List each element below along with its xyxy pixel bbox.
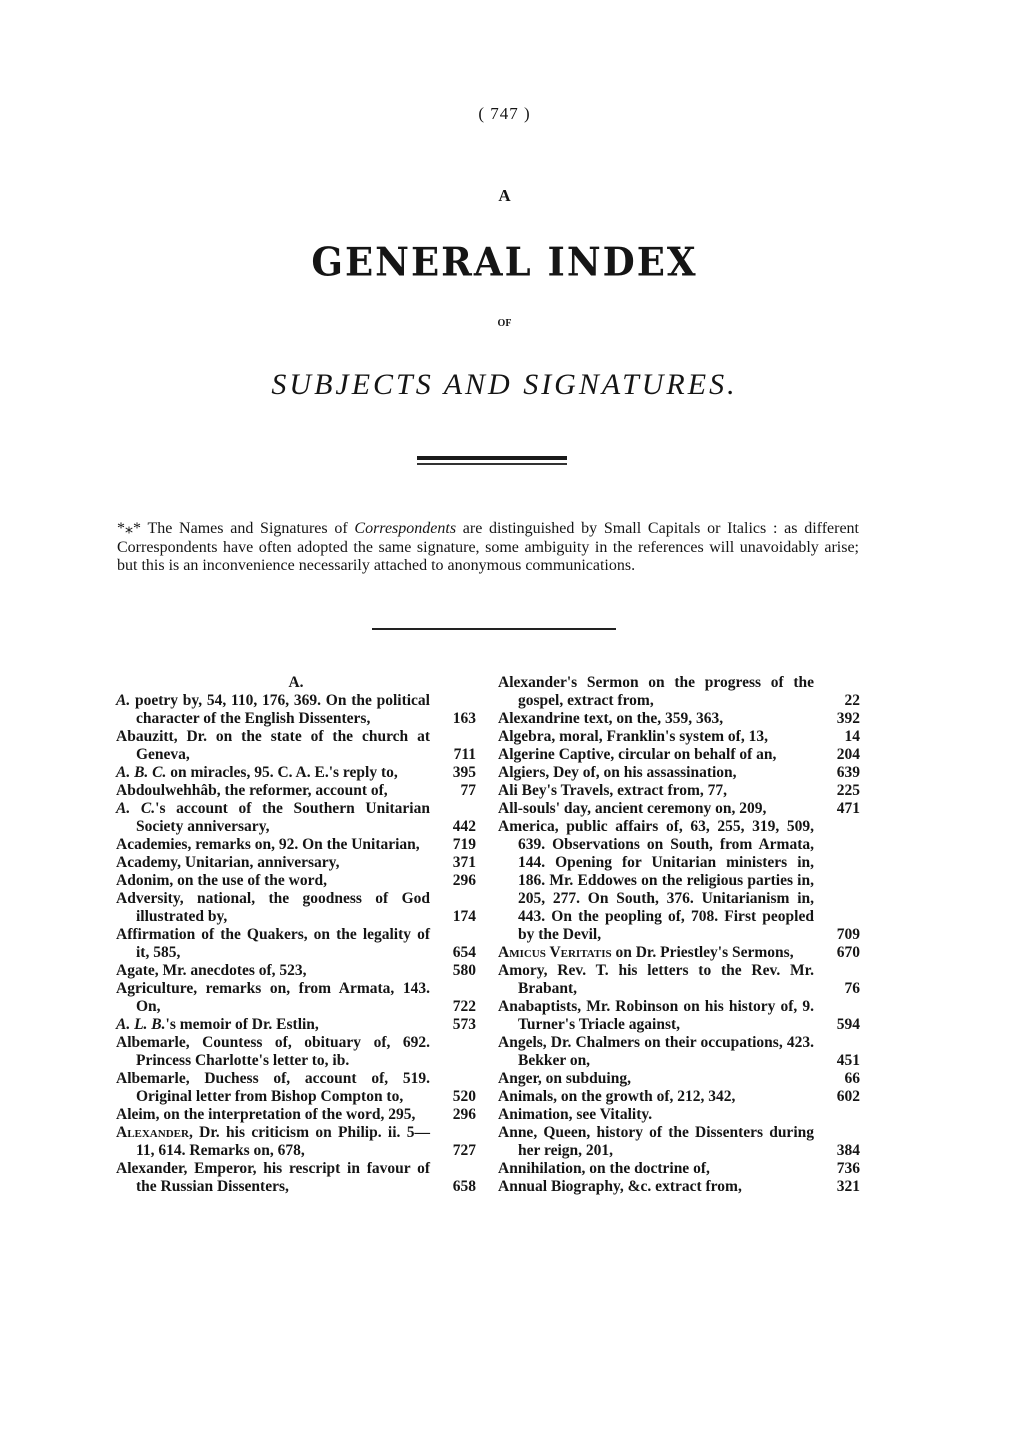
rule-thick: [417, 456, 567, 460]
index-entry: [116, 926, 476, 962]
entry-page-number: 471: [836, 800, 860, 817]
entry-text: Abauzitt, Dr. on the state of the church at Geneva,: [116, 728, 430, 763]
index-entry: [498, 818, 860, 944]
index-column-left: [116, 674, 476, 1196]
left-entries-list: [116, 692, 476, 1196]
notice-italic-word: Correspondents: [354, 520, 457, 537]
entry-page-number: 225: [836, 782, 860, 799]
entry-page-number: 163: [452, 710, 476, 727]
entry-page-number: 719: [452, 836, 476, 853]
entry-text: Affirmation of the Quakers, on the legality of it, 585,: [116, 926, 430, 961]
index-entry: [116, 1016, 476, 1034]
index-entry: [116, 980, 476, 1016]
index-entry: [498, 1178, 860, 1196]
index-entry: [498, 710, 860, 728]
entry-text: Algebra, moral, Franklin's system of, 13,: [498, 728, 768, 745]
index-entry: [116, 1160, 476, 1196]
index-entry: [116, 1070, 476, 1106]
entry-text: 's account of the Southern Unitarian Society anniversary,: [136, 800, 430, 835]
entry-text: Alexander's Sermon on the progress of the gospel, extract from,: [498, 674, 814, 709]
entry-text: Abdoulwehhâb, the reformer, account of,: [116, 782, 388, 799]
entry-page-number: 658: [452, 1178, 476, 1195]
index-entry: [498, 1160, 860, 1178]
entry-text: Annual Biography, &c. extract from,: [498, 1178, 742, 1195]
entry-text: Alexandrine text, on the, 359, 363,: [498, 710, 724, 727]
index-entry: [116, 872, 476, 890]
entry-text: Amory, Rev. T. his letters to the Rev. Mr. Brabant,: [498, 962, 814, 997]
index-entry: [116, 1124, 476, 1160]
entry-text: , Dr. his criticism on Philip. ii. 5—11, 614. Remarks on, 678,: [136, 1124, 430, 1159]
notice-marker: *⁎*: [117, 520, 141, 537]
index-entry: [498, 764, 860, 782]
page-subtitle: SUBJECTS AND SIGNATURES.: [271, 368, 738, 401]
index-entry: [498, 998, 860, 1034]
entry-signature: A. C.: [116, 800, 156, 817]
entry-signature: Alexander: [116, 1124, 189, 1141]
entry-text: Academy, Unitarian, anniversary,: [116, 854, 340, 871]
entry-text: Anger, on subduing,: [498, 1070, 631, 1087]
entry-text: Alexander, Emperor, his rescript in favour of the Russian Dissenters,: [116, 1160, 430, 1195]
entry-signature: A. L. B.: [116, 1016, 166, 1033]
index-entry: [498, 728, 860, 746]
index-entry: [116, 962, 476, 980]
entry-page-number: 77: [460, 782, 476, 799]
index-entry: [498, 782, 860, 800]
notice-text-after: are distinguished by Small Capitals or Italics : as different Correspondents have often adopted the same signature, some ambiguity in the references will unavoidably arise; but this is an inconvenience necessarily attached to anonymous communications.: [117, 520, 860, 574]
entry-page-number: 722: [452, 998, 476, 1015]
rule-thin: [417, 463, 567, 465]
entry-text: All-souls' day, ancient ceremony on, 209,: [498, 800, 767, 817]
title-of: OF: [497, 318, 512, 329]
index-entry: [498, 962, 860, 998]
entry-text: Agriculture, remarks on, from Armata, 143. On,: [116, 980, 430, 1015]
entry-text: 's memoir of Dr. Estlin,: [165, 1016, 319, 1033]
index-entry: [498, 674, 860, 710]
entry-page-number: 711: [453, 746, 476, 763]
index-entry: [116, 692, 476, 728]
entry-signature: A.: [116, 692, 131, 709]
index-entry: [498, 1088, 860, 1106]
index-entry: [116, 764, 476, 782]
entry-page-number: 670: [836, 944, 860, 961]
index-entry: [116, 1106, 476, 1124]
index-entry: [498, 1124, 860, 1160]
entry-page-number: 384: [836, 1142, 860, 1159]
index-entry: [498, 746, 860, 764]
page-number: ( 747 ): [478, 104, 531, 123]
entry-text: Agate, Mr. anecdotes of, 523,: [116, 962, 307, 979]
index-entry: [116, 800, 476, 836]
double-rule-divider: [417, 456, 567, 465]
index-entry: [116, 890, 476, 926]
entry-text: Ali Bey's Travels, extract from, 77,: [498, 782, 728, 799]
entry-page-number: 580: [452, 962, 476, 979]
entry-page-number: 321: [836, 1178, 860, 1195]
entry-text: Annihilation, on the doctrine of,: [498, 1160, 710, 1177]
entry-signature: Amicus Veritatis: [498, 944, 612, 961]
index-entry: [498, 1070, 860, 1088]
entry-text: Aleim, on the interpretation of the word, 295,: [116, 1106, 416, 1123]
index-entry: [116, 836, 476, 854]
index-entry: [498, 1106, 860, 1124]
index-entry: [116, 782, 476, 800]
entry-page-number: 76: [844, 980, 860, 997]
index-entry: [116, 1034, 476, 1070]
entry-text: Albemarle, Countess of, obituary of, 692. Princess Charlotte's letter to, ib.: [116, 1034, 430, 1069]
title-article: A: [498, 186, 511, 205]
index-entry: [498, 1034, 860, 1070]
entry-text: Angels, Dr. Chalmers on their occupations, 423. Bekker on,: [498, 1034, 814, 1069]
entry-text: America, public affairs of, 63, 255, 319, 509, 639. Observations on South, from Armata, 144. Opening for Unitarian ministers in, 186. Mr. Eddowes on the religious parties in, 205, 277. On South, 376. Unitarianism in, 443. On the peopling of, 708. First peopled by the Devil,: [498, 818, 814, 943]
index-entry: [498, 800, 860, 818]
entry-page-number: 520: [452, 1088, 476, 1105]
entry-page-number: 392: [836, 710, 860, 727]
entry-text: Algiers, Dey of, on his assassination,: [498, 764, 737, 781]
entry-page-number: 296: [452, 1106, 476, 1123]
entry-page-number: 654: [452, 944, 476, 961]
entry-text: Albemarle, Duchess of, account of, 519. Original letter from Bishop Compton to,: [116, 1070, 430, 1105]
entry-text: Adversity, national, the goodness of God illustrated by,: [116, 890, 430, 925]
section-divider: [372, 628, 616, 630]
entry-page-number: 204: [836, 746, 860, 763]
entry-text: poetry by, 54, 110, 176, 369. On the political character of the English Dissenters,: [130, 692, 430, 727]
entry-text: on Dr. Priestley's Sermons,: [611, 944, 794, 961]
entry-signature: A. B. C.: [116, 764, 167, 781]
entry-text: Algerine Captive, circular on behalf of an,: [498, 746, 777, 763]
entry-page-number: 296: [452, 872, 476, 889]
editorial-notice: [117, 520, 859, 576]
entry-page-number: 66: [844, 1070, 860, 1087]
entry-page-number: 736: [836, 1160, 860, 1177]
entry-page-number: 727: [452, 1142, 476, 1159]
section-letter: A.: [288, 674, 304, 691]
entry-page-number: 709: [836, 926, 860, 943]
entry-page-number: 22: [844, 692, 860, 709]
entry-page-number: 639: [836, 764, 860, 781]
entry-page-number: 395: [452, 764, 476, 781]
notice-text-before: The Names and Signatures of: [141, 520, 355, 537]
index-entry: [498, 944, 860, 962]
entry-page-number: 371: [452, 854, 476, 871]
entry-page-number: 451: [836, 1052, 860, 1069]
index-entry: [116, 854, 476, 872]
entry-page-number: 594: [836, 1016, 860, 1033]
entry-text: Academies, remarks on, 92. On the Unitarian,: [116, 836, 420, 853]
entry-text: Animals, on the growth of, 212, 342,: [498, 1088, 736, 1105]
entry-page-number: 573: [452, 1016, 476, 1033]
entry-text: on miracles, 95. C. A. E.'s reply to,: [166, 764, 398, 781]
page-title: GENERAL INDEX: [311, 238, 698, 286]
entry-text: Anne, Queen, history of the Dissenters during her reign, 201,: [498, 1124, 814, 1159]
right-entries-list: [498, 674, 860, 1196]
index-column-right: [498, 674, 860, 1196]
index-entry: [116, 728, 476, 764]
entry-page-number: 602: [836, 1088, 860, 1105]
entry-text: Adonim, on the use of the word,: [116, 872, 327, 889]
entry-page-number: 442: [452, 818, 476, 835]
entry-text: Anabaptists, Mr. Robinson on his history of, 9. Turner's Triacle against,: [498, 998, 814, 1033]
entry-page-number: 14: [844, 728, 860, 745]
entry-page-number: 174: [452, 908, 476, 925]
entry-text: Animation, see Vitality.: [498, 1106, 653, 1123]
